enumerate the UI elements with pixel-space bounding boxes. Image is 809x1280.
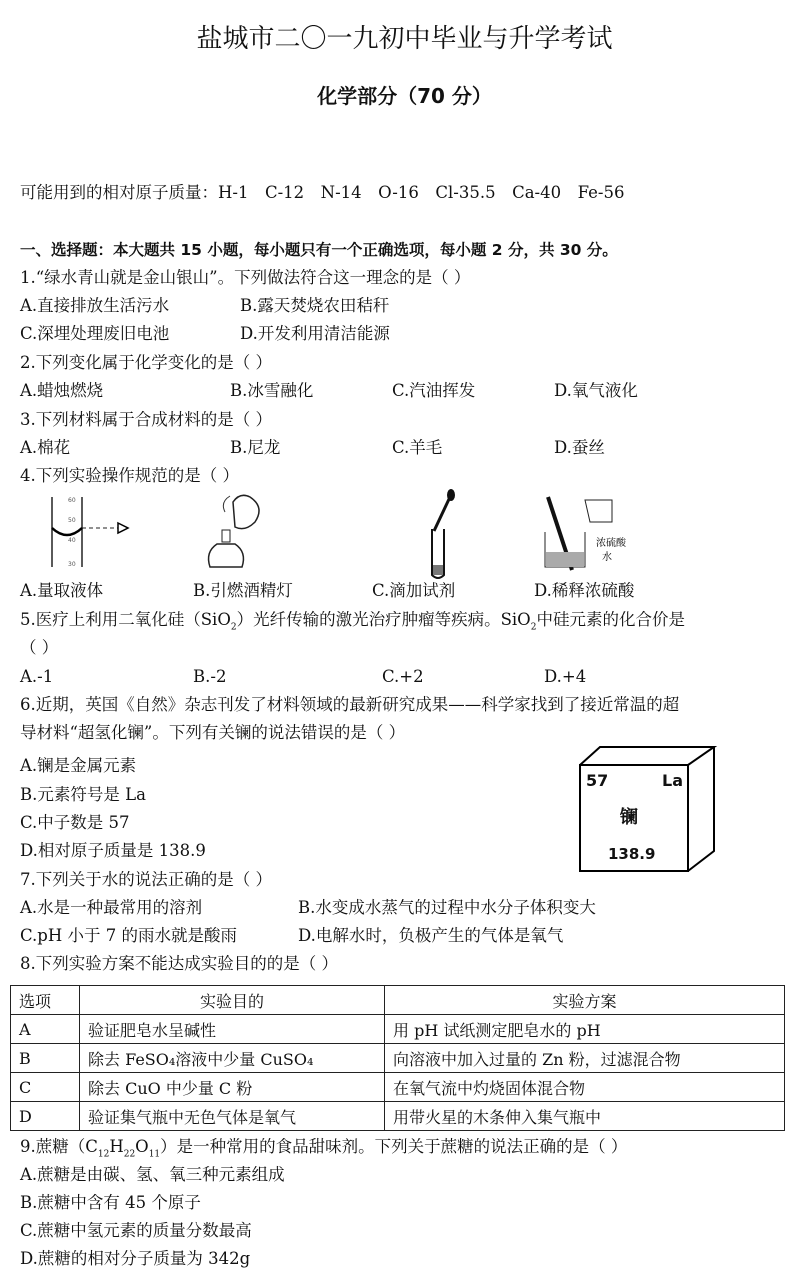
q8-stem: 8.下列实验方案不能达成实验目的的是（ ） [20, 954, 338, 973]
lanthanum-element-card [578, 745, 718, 873]
q9-stem [20, 1136, 627, 1165]
subscript: 2 [530, 622, 537, 633]
q2-option-b: B.冰雪融化 [230, 381, 314, 400]
q2-stem: 2.下列变化属于化学变化的是（ ） [20, 353, 272, 372]
section-heading: 一、选择题：本大题共 15 小题，每小题只有一个正确选项，每小题 2 分，共 30 分。 [20, 241, 618, 259]
atomic-mass: 138.9 [608, 845, 656, 863]
q6-option-a: A.镧是金属元素 [20, 756, 137, 775]
q1-stem: 1.“绿水青山就是金山银山”。下列做法符合这一理念的是（ ） [20, 268, 471, 287]
exam-title: 盐城市二〇一九初中毕业与升学考试 [196, 24, 613, 54]
acid-label: 浓硫酸 [596, 538, 626, 549]
subscript: 22 [123, 1149, 136, 1160]
q6-stem-line2: 导材料“超氢化镧”。下列有关镧的说法错误的是（ ） [20, 723, 406, 742]
cell: 验证集气瓶中无色气体是氧气 [80, 1102, 385, 1131]
q7-option-c: C.pH 小于 7 的雨水就是酸雨 [20, 926, 237, 945]
cell: 向溶液中加入过量的 Zn 粉，过滤混合物 [385, 1044, 785, 1073]
q3-option-a: A.棉花 [20, 438, 71, 457]
cell: 用带火星的木条伸入集气瓶中 [385, 1102, 785, 1131]
q1-option-d: D.开发利用清洁能源 [240, 324, 390, 343]
q4-option-b: B.引燃酒精灯 [193, 581, 293, 600]
exam-subtitle: 化学部分（70 分） [317, 84, 492, 108]
q6-option-b: B.元素符号是 La [20, 785, 146, 804]
table-header-row [11, 986, 785, 1015]
tick-label: 40 [68, 537, 76, 544]
q5-option-d: D.+4 [544, 667, 587, 686]
q3-option-d: D.蚕丝 [554, 438, 605, 457]
subscript: 2 [230, 622, 237, 633]
q3-stem: 3.下列材料属于合成材料的是（ ） [20, 410, 272, 429]
q5-blank: （ ） [20, 638, 59, 657]
q5-option-c: C.+2 [382, 667, 424, 686]
cell: 除去 FeSO₄溶液中少量 CuSO₄ [80, 1044, 385, 1073]
q4-option-a: A.量取液体 [20, 581, 104, 600]
q5-text: 5.医疗上利用二氧化硅（SiO [20, 610, 231, 629]
tick-label: 50 [68, 517, 76, 524]
q5-option-b: B.-2 [193, 667, 227, 686]
q1-option-a: A.直接排放生活污水 [20, 296, 170, 315]
q2-option-d: D.氧气液化 [554, 381, 638, 400]
q7-option-a: A.水是一种最常用的溶剂 [20, 898, 203, 917]
cell: 用 pH 试纸测定肥皂水的 pH [385, 1015, 785, 1044]
q1-option-c: C.深埋处理废旧电池 [20, 324, 170, 343]
q7-stem: 7.下列关于水的说法正确的是（ ） [20, 870, 272, 889]
cell: C [11, 1073, 80, 1102]
header-cell: 选项 [11, 986, 80, 1015]
q9-text: O [135, 1137, 149, 1156]
graduated-cylinder-figure [30, 492, 160, 572]
cell: 验证肥皂水呈碱性 [80, 1015, 385, 1044]
q6-option-c: C.中子数是 57 [20, 813, 130, 832]
q7-option-b: B.水变成水蒸气的过程中水分子体积变大 [298, 898, 596, 917]
q9-option-b: B.蔗糖中含有 45 个原子 [20, 1193, 201, 1212]
q9-option-a: A.蔗糖是由碳、氢、氧三种元素组成 [20, 1165, 285, 1184]
table-row [11, 1073, 785, 1102]
alcohol-lamp-figure [195, 492, 275, 577]
cell: B [11, 1044, 80, 1073]
table-row [11, 1015, 785, 1044]
q7-option-d: D.电解水时，负极产生的气体是氧气 [298, 926, 564, 945]
q6-option-d: D.相对原子质量是 138.9 [20, 841, 206, 860]
subscript: 12 [97, 1149, 110, 1160]
q9-text: 9.蔗糖（C [20, 1137, 98, 1156]
q3-option-c: C.羊毛 [392, 438, 443, 457]
element-name: 镧 [620, 807, 638, 828]
element-symbol: La [662, 771, 683, 790]
cell: 在氧气流中灼烧固体混合物 [385, 1073, 785, 1102]
q8-table [10, 985, 785, 1131]
q2-option-c: C.汽油挥发 [392, 381, 476, 400]
test-tube-dropper-figure [420, 487, 460, 582]
q9-text: H [109, 1137, 124, 1156]
header-cell: 实验目的 [80, 986, 385, 1015]
q9-option-d: D.蔗糖的相对分子质量为 342g [20, 1249, 251, 1268]
tick-label: 30 [68, 561, 76, 568]
table-row [11, 1044, 785, 1073]
water-label: 水 [602, 552, 612, 563]
q4-option-d: D.稀释浓硫酸 [534, 581, 635, 600]
atomic-masses: 可能用到的相对原子质量：H-1 C-12 N-14 O-16 Cl-35.5 Ca-40 Fe-56 [20, 183, 625, 202]
q4-stem: 4.下列实验操作规范的是（ ） [20, 466, 239, 485]
header-cell: 实验方案 [385, 986, 785, 1015]
q9-option-c: C.蔗糖中氢元素的质量分数最高 [20, 1221, 252, 1240]
q4-option-c: C.滴加试剂 [372, 581, 456, 600]
atomic-number: 57 [586, 771, 609, 790]
q5-option-a: A.-1 [20, 667, 54, 686]
cell: 除去 CuO 中少量 C 粉 [80, 1073, 385, 1102]
table-row [11, 1102, 785, 1131]
dilute-acid-figure [540, 492, 650, 577]
tick-label: 60 [68, 497, 76, 504]
q5-stem [20, 609, 685, 638]
cell: A [11, 1015, 80, 1044]
cell: D [11, 1102, 80, 1131]
q3-option-b: B.尼龙 [230, 438, 281, 457]
q1-option-b: B.露天焚烧农田秸秆 [240, 296, 390, 315]
q6-stem-line1: 6.近期，英国《自然》杂志刊发了材料领域的最新研究成果——科学家找到了接近常温的超 [20, 695, 680, 714]
q5-text: 中硅元素的化合价是 [536, 610, 685, 629]
q5-text: ）光纤传输的激光治疗肿瘤等疾病。SiO [236, 610, 531, 629]
subscript: 11 [148, 1149, 161, 1160]
q9-text: ）是一种常用的食品甜味剂。下列关于蔗糖的说法正确的是（ ） [160, 1137, 628, 1156]
q2-option-a: A.蜡烛燃烧 [20, 381, 104, 400]
